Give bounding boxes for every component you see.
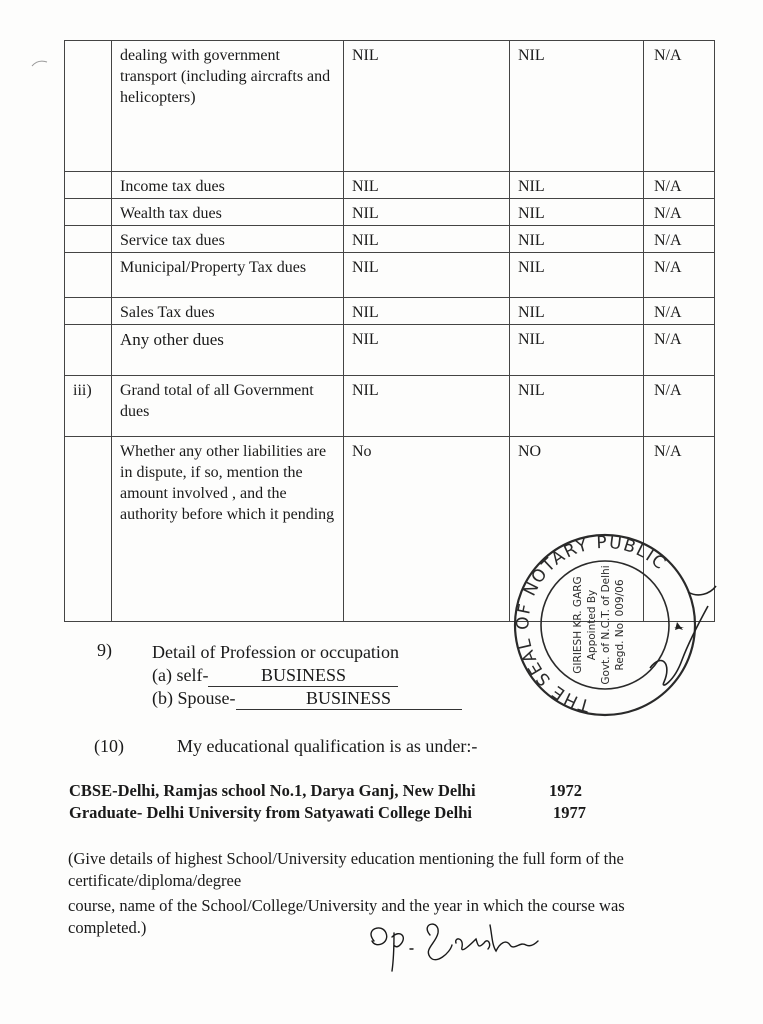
qualification-text: CBSE-Delhi, Ramjas school No.1, Darya Ganj, New Delhi — [69, 781, 476, 800]
self-value: NIL — [344, 325, 510, 376]
qualification-entry — [69, 780, 582, 802]
row-number — [65, 298, 112, 325]
section-title: My educational qualification is as under:- — [177, 736, 478, 756]
table-row — [65, 253, 715, 298]
self-value: NIL — [344, 253, 510, 298]
table-row — [65, 199, 715, 226]
table-row — [65, 226, 715, 253]
note-line: completed.) — [68, 917, 147, 937]
dependents-value: N/A — [644, 253, 715, 298]
spouse-value: NIL — [510, 325, 644, 376]
section-number: (10) — [94, 736, 124, 756]
table-row — [65, 298, 715, 325]
row-number — [65, 172, 112, 199]
note-line: course, name of the School/College/University and the year in which the course was — [68, 896, 625, 915]
row-description: Income tax dues — [112, 172, 344, 199]
spouse-value: NIL — [510, 226, 644, 253]
self-value: NIL — [344, 172, 510, 199]
row-description: Grand total of all Government dues — [112, 376, 344, 437]
qualification-text: Graduate- Delhi University from Satyawati College Delhi — [69, 803, 472, 822]
seal-ring-text: THE SEAL OF NOTARY PUBLIC — [513, 532, 671, 716]
table-row — [65, 41, 715, 172]
self-value: No — [344, 437, 510, 622]
spouse-label: (b) Spouse- — [152, 688, 236, 708]
qualification-entry — [69, 802, 586, 824]
table-row — [65, 172, 715, 199]
self-value: NIL — [344, 41, 510, 172]
row-number — [65, 226, 112, 253]
seal-inner-line: Regd. No. 009/06 — [614, 579, 626, 671]
signature — [360, 915, 550, 975]
self-label: (a) self- — [152, 665, 209, 685]
scan-mark — [30, 58, 50, 68]
self-value: NIL — [344, 376, 510, 437]
qualification-year: 1972 — [549, 781, 582, 800]
row-description: Any other dues — [112, 325, 344, 376]
spouse-value: NIL — [510, 298, 644, 325]
seal-star-mark — [674, 622, 684, 630]
dependents-value: N/A — [644, 172, 715, 199]
dependents-value: N/A — [644, 325, 715, 376]
seal-inner-line: Govt. of N.C.T. of Delhi — [600, 565, 612, 685]
row-description: Sales Tax dues — [112, 298, 344, 325]
seal-inner-line: Appointed By — [586, 589, 598, 661]
row-description: Municipal/Property Tax dues — [112, 253, 344, 298]
dependents-value: N/A — [644, 376, 715, 437]
dependents-value: N/A — [644, 226, 715, 253]
spouse-occupation — [152, 688, 462, 710]
spouse-value: NIL — [510, 172, 644, 199]
row-description: Service tax dues — [112, 226, 344, 253]
self-occupation-value: BUSINESS — [208, 665, 398, 687]
row-number — [65, 253, 112, 298]
notary-seal — [512, 532, 722, 722]
row-description: Whether any other liabilities are in dispute, if so, mention the amount involved , and the authority before which it pending — [112, 437, 344, 622]
table-row — [65, 376, 715, 437]
spouse-value: NIL — [510, 376, 644, 437]
section-title: Detail of Profession or occupation — [152, 642, 399, 662]
spouse-value: NO — [510, 437, 644, 622]
self-value: NIL — [344, 226, 510, 253]
dependents-value: N/A — [644, 437, 715, 622]
row-number — [65, 199, 112, 226]
row-number: iii) — [65, 376, 112, 437]
row-number — [65, 41, 112, 172]
spouse-value: NIL — [510, 199, 644, 226]
self-occupation — [152, 665, 398, 687]
spouse-value: NIL — [510, 253, 644, 298]
self-value: NIL — [344, 298, 510, 325]
note-line: certificate/diploma/degree — [68, 870, 242, 890]
row-description: Wealth tax dues — [112, 199, 344, 226]
dependents-value: N/A — [644, 298, 715, 325]
self-value: NIL — [344, 199, 510, 226]
dependents-value: N/A — [644, 41, 715, 172]
row-description: dealing with government transport (including aircrafts and helicopters) — [112, 41, 344, 172]
row-number — [65, 437, 112, 622]
spouse-value: NIL — [510, 41, 644, 172]
spouse-occupation-value: BUSINESS — [236, 688, 462, 710]
qualification-year: 1977 — [553, 803, 586, 822]
seal-inner-line: GIRIESH KR. GARG — [572, 576, 584, 674]
note-line: (Give details of highest School/University education mentioning the full form of the — [68, 849, 624, 868]
qualification-list — [69, 780, 586, 824]
dependents-value: N/A — [644, 199, 715, 226]
row-number — [65, 325, 112, 376]
section-number: 9) — [97, 640, 112, 660]
table-row — [65, 325, 715, 376]
